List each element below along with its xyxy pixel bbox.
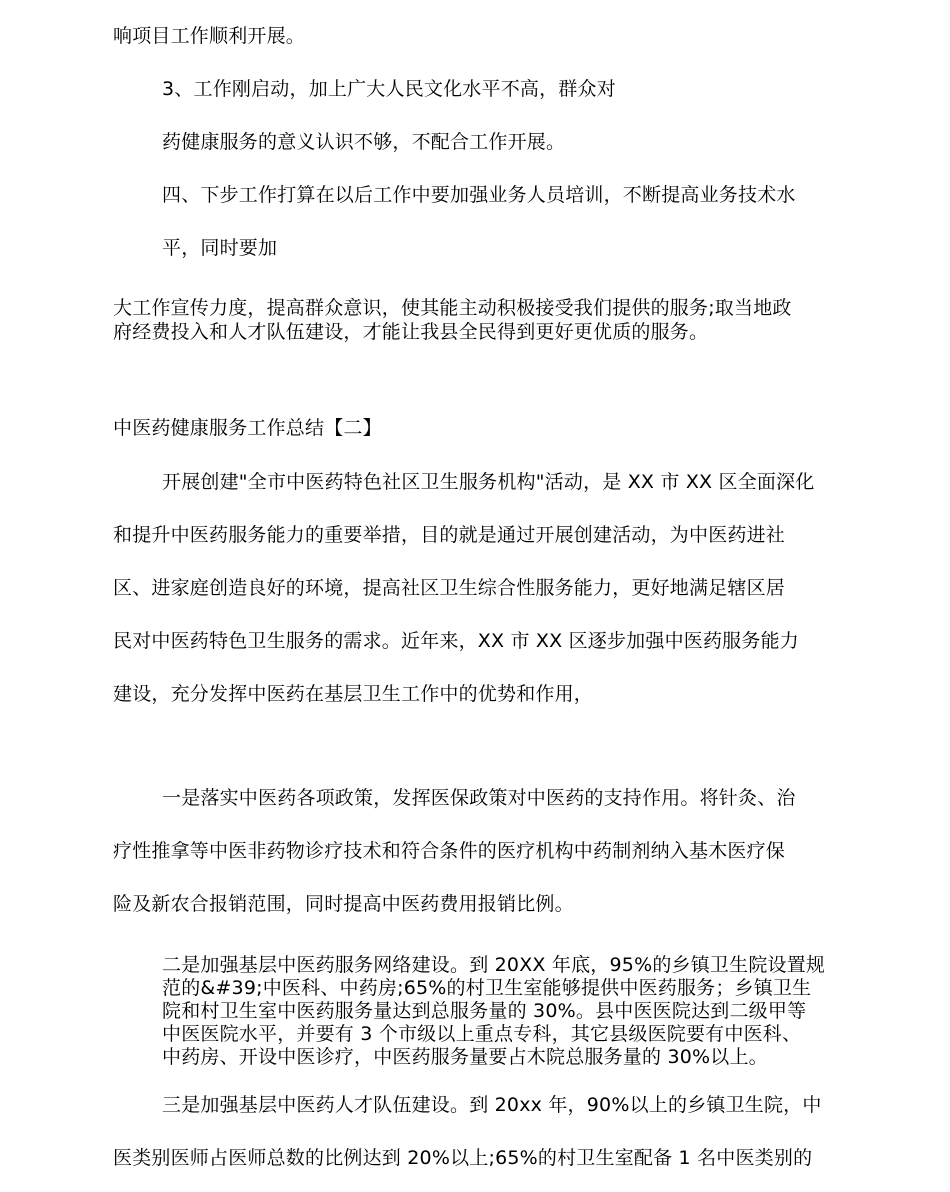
text-line: 三是加强基层中医药人才队伍建设。到 20xx 年，90%以上的乡镇卫生院，中: [162, 1094, 822, 1116]
text-line: 响项目工作顺利开展。: [113, 25, 306, 47]
text-line: 开展创建"全市中医药特色社区卫生服务机构"活动，是 XX 市 XX 区全面深化: [162, 471, 815, 493]
text-line: 院和村卫生室中医药服务量达到总服务量的 30%。县中医医院达到二级甲等: [162, 1000, 807, 1022]
text-line: 二是加强基层中医药服务网络建设。到 20XX 年底，95%的乡镇卫生院设置规: [162, 954, 826, 976]
text-line: 范的&#39;中医科、中药房;65%的村卫生室能够提供中医药服务；乡镇卫生: [162, 977, 812, 999]
text-line: 中医医院水平，并要有 3 个市级以上重点专科，其它县级医院要有中医科、: [162, 1023, 802, 1045]
text-line: 中药房、开设中医诊疗，中医药服务量要占木院总服务量的 30%以上。: [162, 1046, 768, 1068]
text-line: 平，同时要加: [162, 237, 278, 259]
text-line: 3、工作刚启动，加上广大人民文化水平不高，群众对: [162, 78, 616, 100]
text-line: 区、进家庭创造良好的环境，提高社区卫生综合性服务能力，更好地满足辖区居: [113, 577, 786, 599]
text-line: 险及新农合报销范围，同时提高中医药费用报销比例。: [113, 893, 574, 915]
section-heading: 中医药健康服务工作总结【二】: [113, 417, 382, 439]
text-line: 一是落实中医药各项政策，发挥医保政策对中医药的支持作用。将针灸、治: [162, 787, 796, 809]
text-line: 医类别医师占医师总数的比例达到 20%以上;65%的村卫生室配备 1 名中医类别的: [113, 1147, 813, 1169]
text-line: 疗性推拿等中医非药物诊疗技术和符合条件的医疗机构中药制剂纳入基木医疗保: [113, 840, 786, 862]
text-line: 民对中医药特色卫生服务的需求。近年来，XX 市 XX 区逐步加强中医药服务能力: [113, 630, 799, 652]
text-line: 建设，充分发挥中医药在基层卫生工作中的优势和作用，: [113, 683, 594, 705]
text-line: 药健康服务的意义认识不够，不配合工作开展。: [162, 131, 566, 153]
text-line: 四、下步工作打算在以后工作中要加强业务人员培训，不断提高业务技术水: [162, 184, 796, 206]
text-line: 和提升中医药服务能力的重要举措，目的就是通过开展创建活动，为中医药进社: [113, 524, 786, 546]
text-line: 府经费投入和人才队伍建设，才能让我县全民得到更好更优质的服务。: [113, 321, 709, 343]
text-line: 大工作宣传力度，提高群众意识，使其能主动积极接受我们提供的服务;取当地政: [113, 297, 792, 319]
